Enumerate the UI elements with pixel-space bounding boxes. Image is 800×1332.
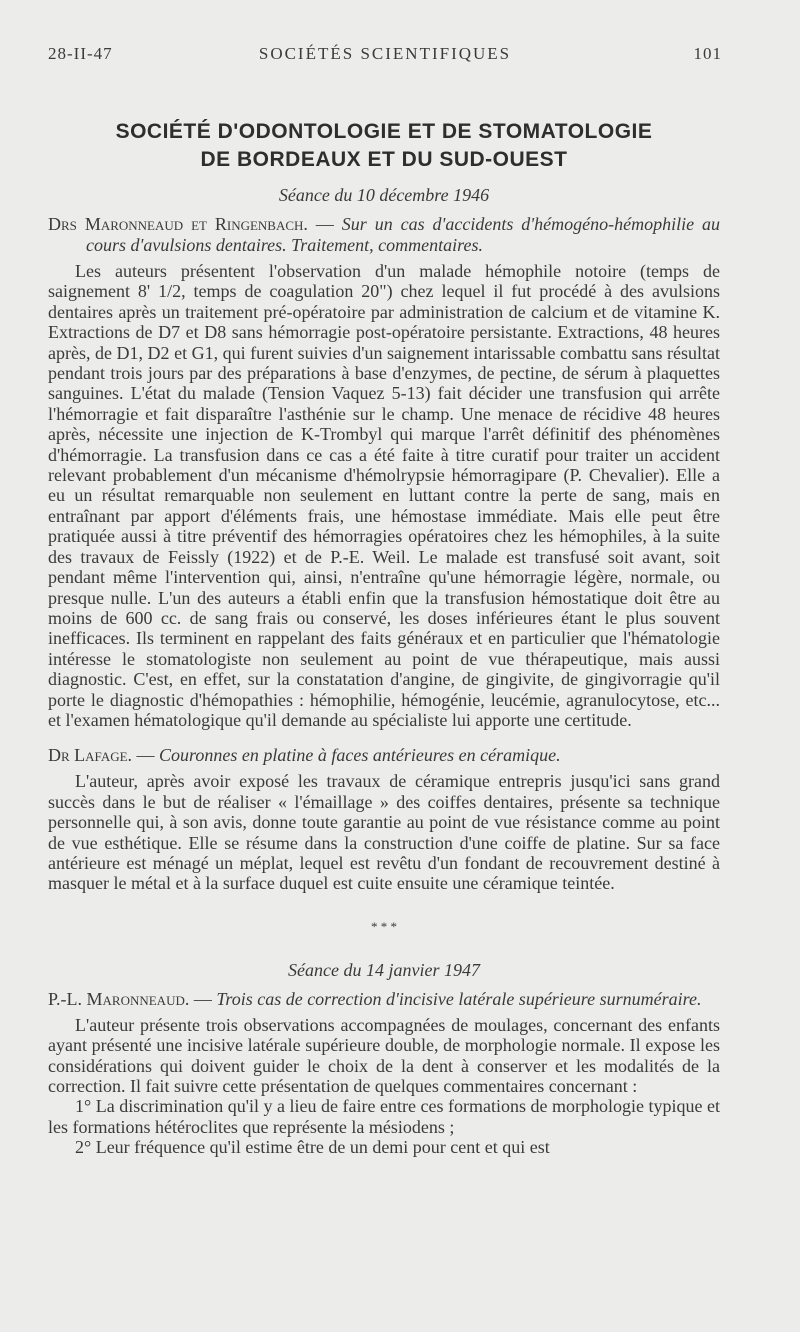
entry-separator-1: — xyxy=(307,214,342,234)
society-title-line-2: DE BORDEAUX ET DU SUD-OUEST xyxy=(200,148,568,171)
entry-authors-2: Dr Lafage. xyxy=(48,745,133,766)
page-number: 101 xyxy=(693,44,722,63)
entry-body-3: L'auteur présente trois observations accompagnées de moulages, concernant des enfants ayant présenté une incisive latérale supérieure double, de morphologie normale. Il expose les considérations qui doivent guider le choix de la dent à conserver et les modalités de la correction. Il fait suivre cette présentation de quelques commentaires concernant : xyxy=(48,1014,720,1096)
entry-authors-1: Drs Maronneaud et Ringenbach. xyxy=(48,214,308,234)
page-content xyxy=(48,118,720,1158)
entry-point-2: 2° Leur fréquence qu'il estime être de un demi pour cent et qui est xyxy=(75,1137,550,1158)
society-title-line-1: SOCIÉTÉ D'ODONTOLOGIE ET DE STOMATOLOGIE xyxy=(115,120,653,143)
section-separator-stars: * * * xyxy=(371,918,397,934)
entry-point-1: 1° La discrimination qu'il y a lieu de faire entre ces formations de morphologie typique et les formations hétéroclites que représente la mésiodens ; xyxy=(48,1096,720,1137)
session-date-2: Séance du 14 janvier 1947 xyxy=(288,959,480,980)
entry-separator-3: — xyxy=(189,988,217,1009)
entry-heading-1 xyxy=(48,214,720,256)
entry-authors-3: P.-L. Maronneaud. xyxy=(48,988,190,1009)
session-date-1: Séance du 10 décembre 1946 xyxy=(278,185,490,205)
society-title xyxy=(48,118,720,174)
entry-body-2: L'auteur, après avoir exposé les travaux de céramique entrepris jusqu'ici sans grand succès dans le but de réaliser « l'émaillage » des coiffes dentaires, présente sa technique personnelle qui, à son avis, donne toute garantie au point de vue résistance comme au point de vue esthétique. Elle se résume dans la construction d'une coiffe de platine. Sur sa face antérieure est ménagé un méplat, lequel est revêtu d'un fondant de recouvrement destiné à masquer le métal et à la surface duquel est cuite ensuite une céramique teintée. xyxy=(48,771,720,894)
entry-separator-2: — xyxy=(132,745,160,766)
entry-heading-3 xyxy=(48,989,720,1010)
entry-title-1: Sur un cas d'accidents d'hémogéno-hémophilie au cours d'avulsions dentaires. Traitement, commentaires. xyxy=(86,214,720,255)
issue-date: 28-II-47 xyxy=(48,44,113,63)
entry-body-1: Les auteurs présentent l'observation d'un malade hémophile notoire (temps de saignement 8' 1/2, temps de coagulation 20") chez lequel il fut procédé à des avulsions dentaires après un traitement pré-opératoire par administration de calcium et de vitamine K. Extractions de D7 et D8 sans hémorragie post-opératoire persistante. Extractions, 48 heures après, de D1, D2 et G1, qui furent suivies d'un saignement intarissable combattu sans résultat pendant trois jours par des préparations à base d'enzymes, de pectine, de sérum à plaquettes sanguines. L'état du malade (Tension Vaquez 5-13) fait décider une transfusion qui arrête l'hémorragie et fait disparaître l'asthénie sur le champ. Une menace de récidive 48 heures après, nécessite une injection de K-Trombyl qui marque l'arrêt définitif des phénomènes d'hémorragie. La transfusion dans ce cas a été faite à titre curatif pour traiter un accident relevant probablement d'un mécanisme d'hémolrypsie hémorragipare (P. Chevalier). Elle a eu un résultat remarquable non seulement en luttant contre la perte de sang, mais en entraînant par apport d'éléments frais, une hémostase immédiate. Mais elle peut être pratiquée aussi à titre préventif des hémorragies opératoires chez les hémophiles, à la suite des travaux de Feissly (1922) et de P.-E. Weil. Le malade est transfusé soit avant, soit pendant même l'intervention qui, ainsi, n'entraîne qu'une hémorragie légère, normale, ou presque nulle. L'un des auteurs a établi enfin que la transfusion hémostatique doit être au moins de 600 cc. de sang frais ou conservé, les doses inférieures étant le plus souvent inefficaces. Ils terminent en rappelant des faits généraux et en particulier que l'hématologie intéresse le stomatologiste non seulement au point de vue thérapeutique, mais aussi diagnostic. C'est, en effet, sur la constatation d'angine, de gingivite, de gingivorragie qu'il porte le diagnostic d'hémopathies : hémophilie, hémogénie, leucémie, agranulocytose, etc... et l'examen hématologique qu'il demande au spécialiste lui apporte une certitude. xyxy=(48,261,720,730)
entry-title-2: Couronnes en platine à faces antérieures en céramique. xyxy=(159,745,561,766)
entry-title-3: Trois cas de correction d'incisive latérale supérieure surnuméraire. xyxy=(216,988,702,1009)
entry-heading-2 xyxy=(48,745,720,766)
running-head xyxy=(48,44,722,68)
journal-section-title: SOCIÉTÉS SCIENTIFIQUES xyxy=(258,44,512,63)
